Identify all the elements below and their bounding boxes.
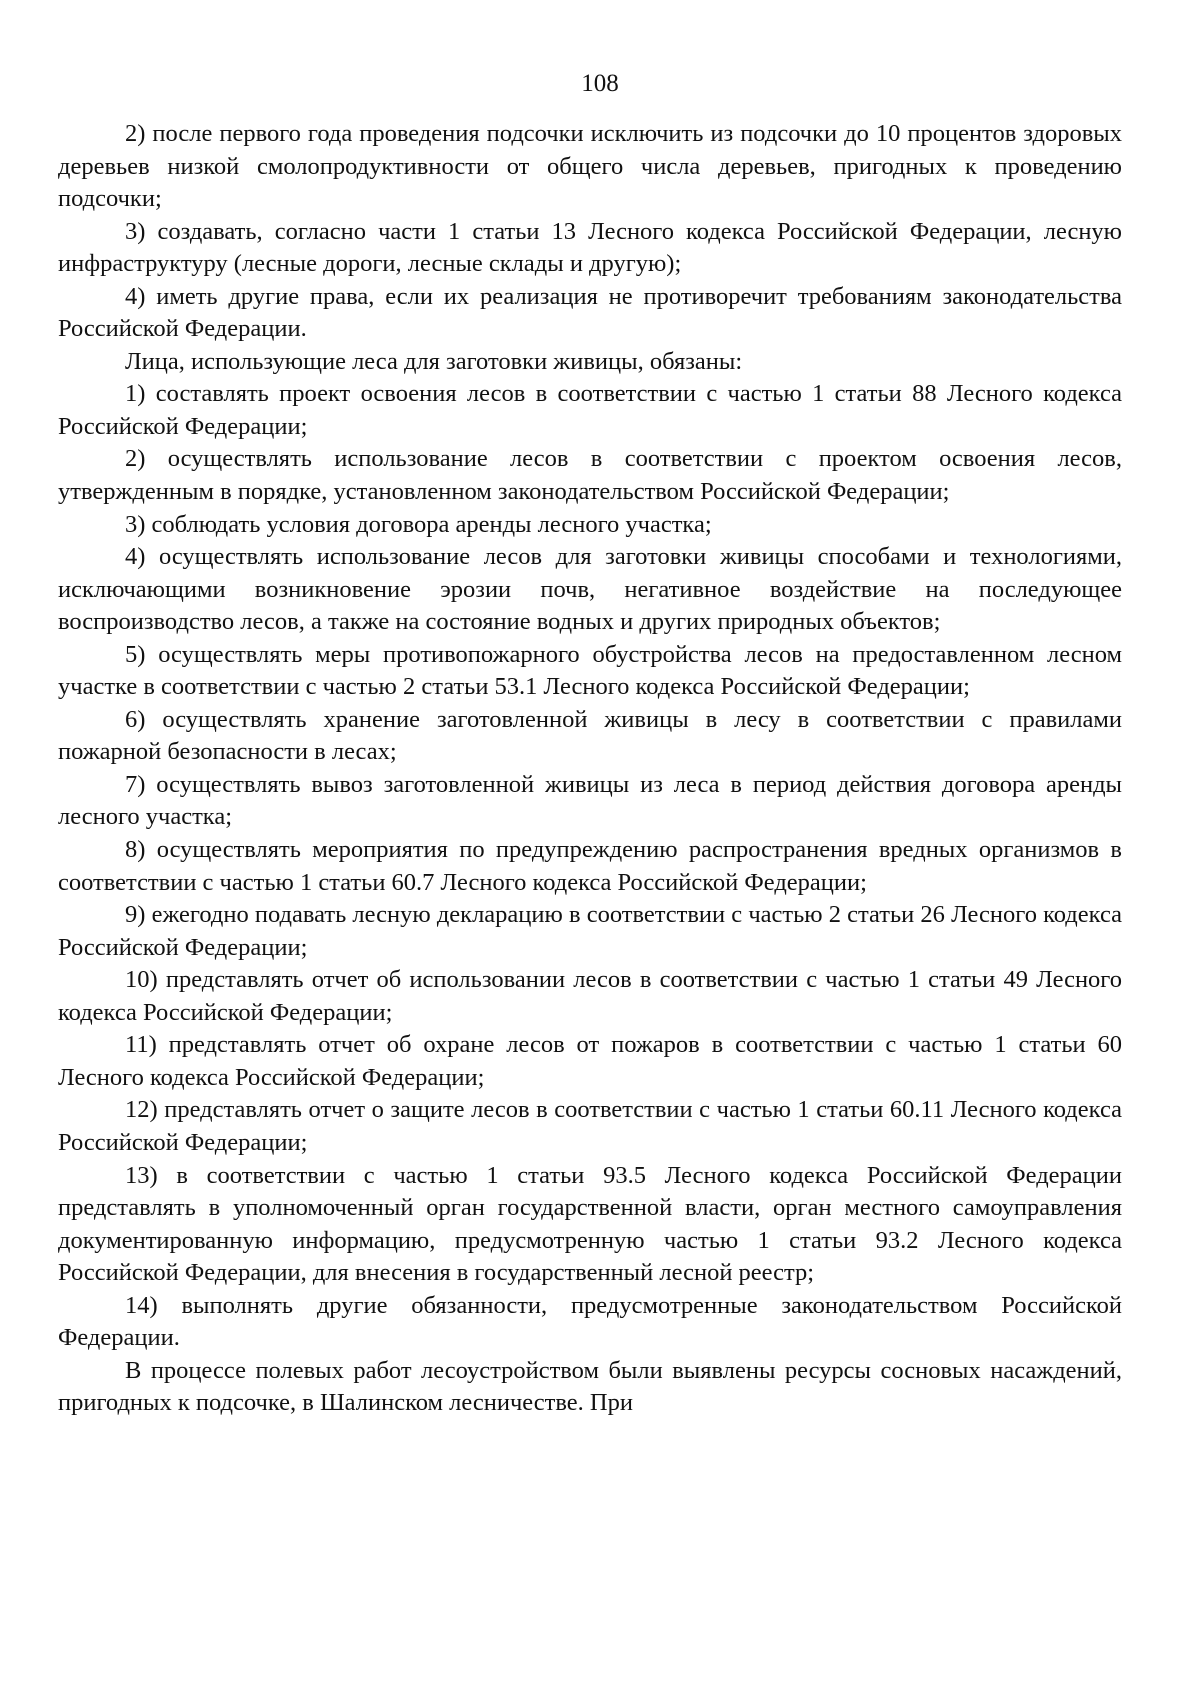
paragraph: 3) соблюдать условия договора аренды лесного участка; — [125, 510, 712, 538]
paragraph: 10) представлять отчет об использовании лесов в соответствии с частью 1 статьи 49 Лесного кодекса Российской Федерации; — [58, 966, 1122, 1026]
paragraph: 2) после первого года проведения подсочки исключить из подсочки до 10 процентов здоровых деревьев низкой смолопродуктивности от общего числа деревьев, пригодных к проведению подсочки; — [58, 120, 1122, 213]
paragraph: В процессе полевых работ лесоустройством были выявлены ресурсы сосновых насаждений, пригодных к подсочке, в Шалинском лесничестве. При — [58, 1356, 1122, 1417]
paragraph: 11) представлять отчет об охране лесов от пожаров в соответствии с частью 1 статьи 60 Лесного кодекса Российской Федерации; — [58, 1031, 1122, 1091]
paragraph: 4) иметь другие права, если их реализация не противоречит требованиям законодательства Российской Федерации. — [58, 282, 1122, 343]
paragraph: 7) осуществлять вывоз заготовленной живицы из леса в период действия договора аренды лесного участка; — [58, 770, 1122, 831]
paragraph: 13) в соответствии с частью 1 статьи 93.5 Лесного кодекса Российской Федерации представлять в уполномоченный орган государственной власти, орган местного самоуправления документированную информацию, предусмотренную частью 1 статьи 93.2 Лесного кодекса Российской Федерации, для внесения в государственный лесной реестр; — [58, 1161, 1122, 1287]
paragraph: 1) составлять проект освоения лесов в соответствии с частью 1 статьи 88 Лесного кодекса Российской Федерации; — [58, 380, 1122, 440]
paragraph: 12) представлять отчет о защите лесов в соответствии с частью 1 статьи 60.11 Лесного кодекса Российской Федерации; — [58, 1096, 1122, 1156]
paragraph: 14) выполнять другие обязанности, предусмотренные законодательством Российской Федерации. — [58, 1291, 1122, 1352]
page-number: 108 — [581, 70, 619, 97]
paragraph: 8) осуществлять мероприятия по предупреждению распространения вредных организмов в соответствии с частью 1 статьи 60.7 Лесного кодекса Российской Федерации; — [58, 836, 1122, 896]
paragraph: 5) осуществлять меры противопожарного обустройства лесов на предоставленном лесном участке в соответствии с частью 2 статьи 53.1 Лесного кодекса Российской Федерации; — [58, 640, 1122, 701]
paragraph: 9) ежегодно подавать лесную декларацию в соответствии с частью 2 статьи 26 Лесного кодекса Российской Федерации; — [58, 901, 1122, 961]
paragraph: 2) осуществлять использование лесов в соответствии с проектом освоения лесов, утвержденным в порядке, установленном законодательством Российской Федерации; — [58, 445, 1122, 506]
paragraph: 4) осуществлять использование лесов для заготовки живицы способами и технологиями, исключающими возникновение эрозии почв, негативное воздействие на последующее воспроизводство лесов, а также на состояние водных и других природных объектов; — [58, 543, 1122, 636]
paragraph: 3) создавать, согласно части 1 статьи 13 Лесного кодекса Российской Федерации, лесную инфраструктуру (лесные дороги, лесные склады и другую); — [58, 217, 1122, 278]
body-text — [58, 118, 1122, 1420]
paragraph: 6) осуществлять хранение заготовленной живицы в лесу в соответствии с правилами пожарной безопасности в лесах; — [58, 705, 1122, 766]
paragraph: Лица, использующие леса для заготовки живицы, обязаны: — [125, 347, 743, 375]
